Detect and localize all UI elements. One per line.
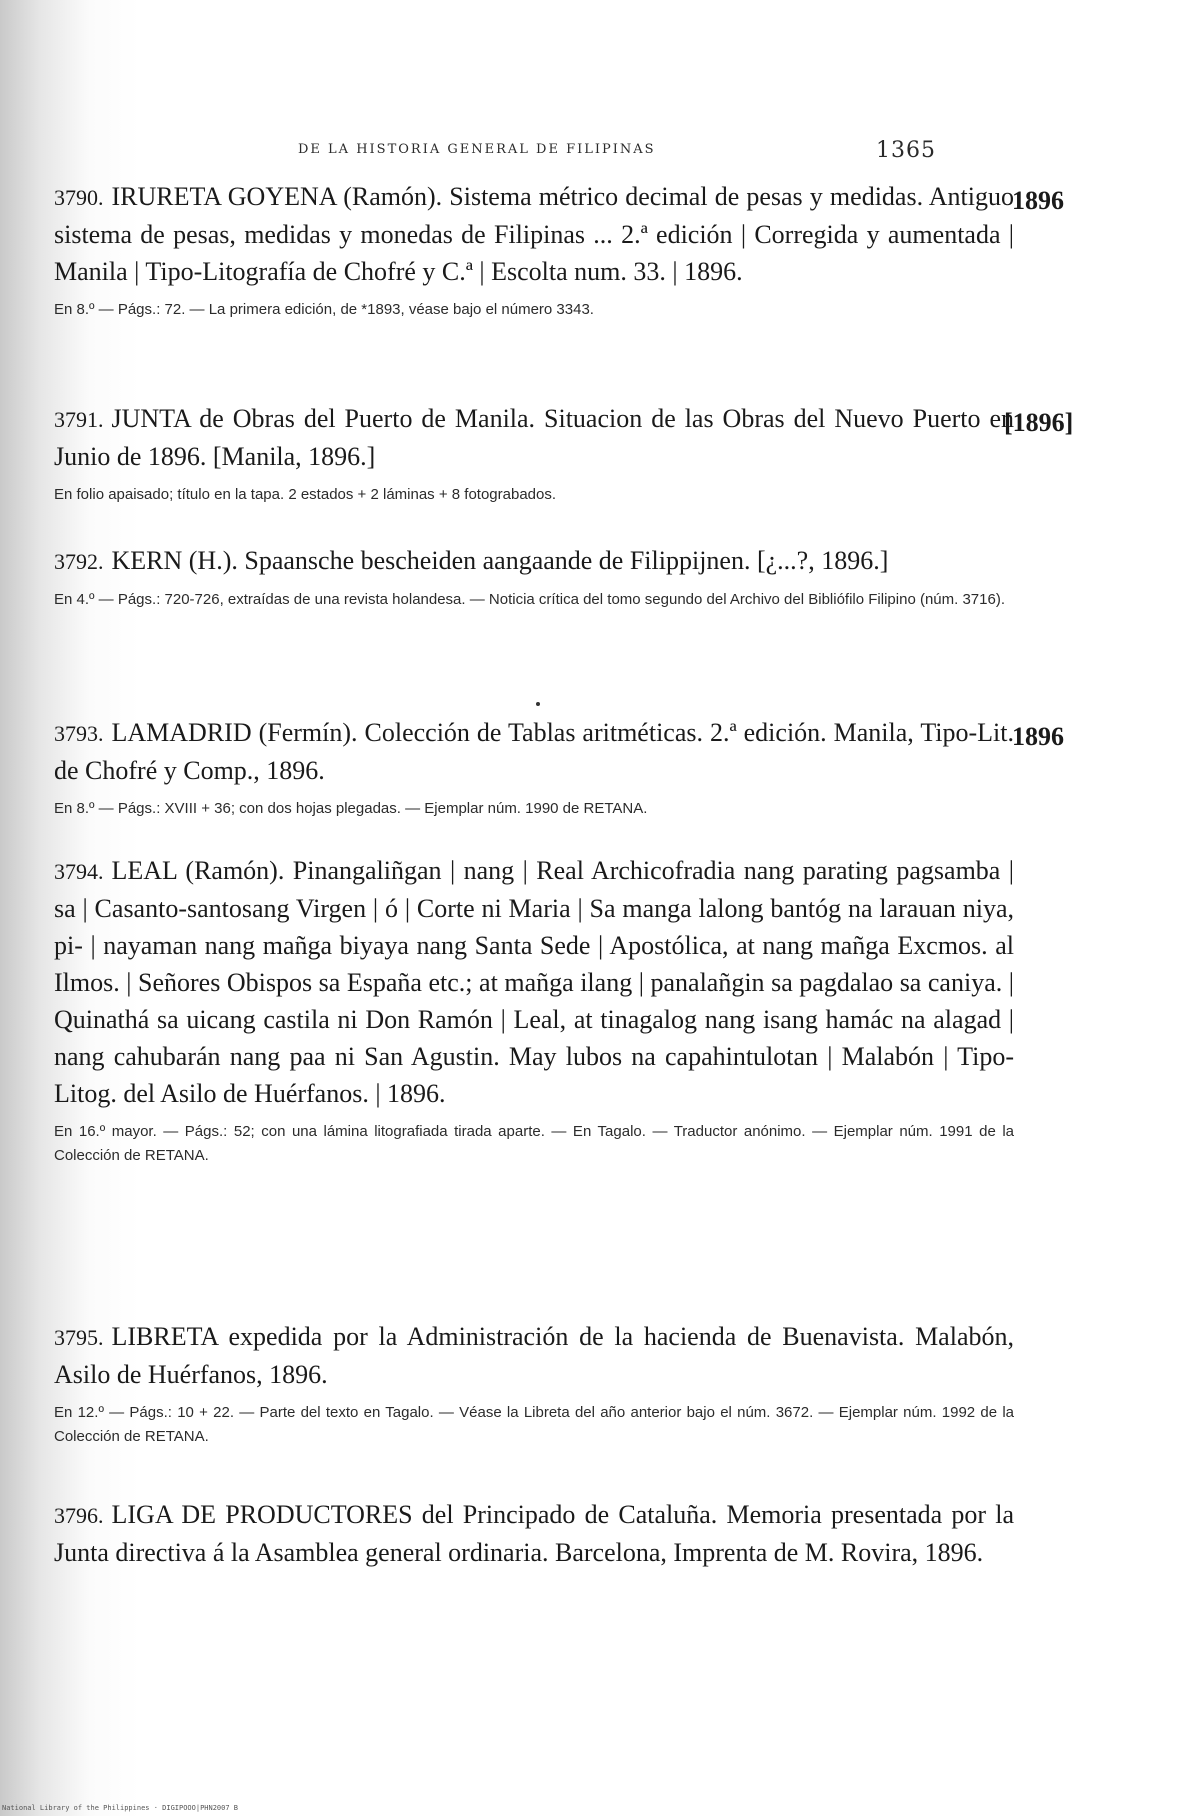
year-marker: 1896 <box>1012 722 1064 751</box>
entry-3794 <box>54 852 1014 1168</box>
entry-body: KERN (H.). Spaansche bescheiden aangaande de Filippijnen. [¿...?, 1896.] <box>111 546 889 575</box>
entry-number: 3794. <box>54 859 104 884</box>
year-marker: [1896] <box>1004 408 1074 437</box>
entry-number: 3796. <box>54 1503 104 1528</box>
entry-text <box>54 714 1014 789</box>
entry-text <box>54 1318 1014 1393</box>
entry-number: 3792. <box>54 549 104 574</box>
entry-note: En 12.º — Págs.: 10 + 22. — Parte del texto en Tagalo. — Véase la Libreta del año anterior bajo el núm. 3672. — Ejemplar núm. 1992 de la Colección de RETANA. <box>54 1404 1014 1445</box>
entry-number: 3795. <box>54 1325 104 1350</box>
page-header <box>298 138 998 166</box>
entry-text <box>54 542 1014 580</box>
entry-number: 3793. <box>54 721 104 746</box>
ink-speck <box>536 702 540 706</box>
scan-credit: National Library of the Philippines · DIGIPOOO|PHN2007 B <box>2 1804 239 1812</box>
entry-note: En 8.º — Págs.: 72. — La primera edición, de *1893, véase bajo el número 3343. <box>54 301 594 318</box>
entry-3796 <box>54 1496 1014 1571</box>
entry-body: LIBRETA expedida por la Administración de la hacienda de Buenavista. Malabón, Asilo de Huérfanos, 1896. <box>54 1322 1014 1389</box>
entry-text <box>54 852 1014 1112</box>
entry-body: JUNTA de Obras del Puerto de Manila. Situacion de las Obras del Nuevo Puerto en Junio de 1896. [Manila, 1896.] <box>54 404 1014 471</box>
entry-text <box>54 400 1014 475</box>
entry-note: En 8.º — Págs.: XVIII + 36; con dos hojas plegadas. — Ejemplar núm. 1990 de RETANA. <box>54 800 648 817</box>
entry-body: LAMADRID (Fermín). Colección de Tablas aritméticas. 2.ª edición. Manila, Tipo-Lit. de Chofré y Comp., 1896. <box>54 718 1014 785</box>
entry-note: En 4.º — Págs.: 720-726, extraídas de una revista holandesa. — Noticia crítica del tomo segundo del Archivo del Bibliófilo Filipino (núm. 3716). <box>54 591 1005 608</box>
entry-number: 3791. <box>54 407 104 432</box>
entry-3793 <box>54 714 1014 821</box>
year-marker: 1896 <box>1012 186 1064 215</box>
entry-text <box>54 178 1014 290</box>
entry-body: LEAL (Ramón). Pinangaliñgan | nang | Real Archicofradia nang parating pagsamba | sa | Casanto-santosang Virgen | ó | Corte ni Maria | Sa manga lalong bantóg na larauan niya, pi- | nayaman nang mañga biyaya nang Santa Sede | Apostólica, at nang mañga Excmos. al Ilmos. | Señores Obispos sa España etc.; at mañga ilang | panalañgin sa pagdalao sa caniya. | Quinathá sa uicang castila ni Don Ramón | Leal, at tinagalog nang isang hamác na alagad | nang cahubarán nang paa ni San Agustin. May lubos na capahintulotan | Malabón | Tipo-Litog. del Asilo de Huérfanos. | 1896. <box>54 856 1014 1108</box>
entry-body: LIGA DE PRODUCTORES del Principado de Cataluña. Memoria presentada por la Junta directiva á la Asamblea general ordinaria. Barcelona, Imprenta de M. Rovira, 1896. <box>54 1500 1014 1567</box>
entry-3792 <box>54 542 1014 612</box>
entry-3790 <box>54 178 1014 322</box>
running-title: DE LA HISTORIA GENERAL DE FILIPINAS <box>298 142 656 157</box>
entry-number: 3790. <box>54 185 104 210</box>
entry-note: En 16.º mayor. — Págs.: 52; con una lámina litografiada tirada aparte. — En Tagalo. — Traductor anónimo. — Ejemplar núm. 1991 de la Colección de RETANA. <box>54 1123 1014 1164</box>
page-number: 1365 <box>876 138 936 163</box>
entry-note: En folio apaisado; título en la tapa. 2 estados + 2 láminas + 8 fotograbados. <box>54 486 557 503</box>
entry-3795 <box>54 1318 1014 1449</box>
entry-body: IRURETA GOYENA (Ramón). Sistema métrico decimal de pesas y medidas. Antiguo sistema de pesas, medidas y monedas de Filipinas ... 2.ª edición | Corregida y aumentada | Manila | Tipo-Litografía de Chofré y C.ª | Escolta num. 33. | 1896. <box>54 182 1014 286</box>
entry-text <box>54 1496 1014 1571</box>
entry-3791 <box>54 400 1014 507</box>
